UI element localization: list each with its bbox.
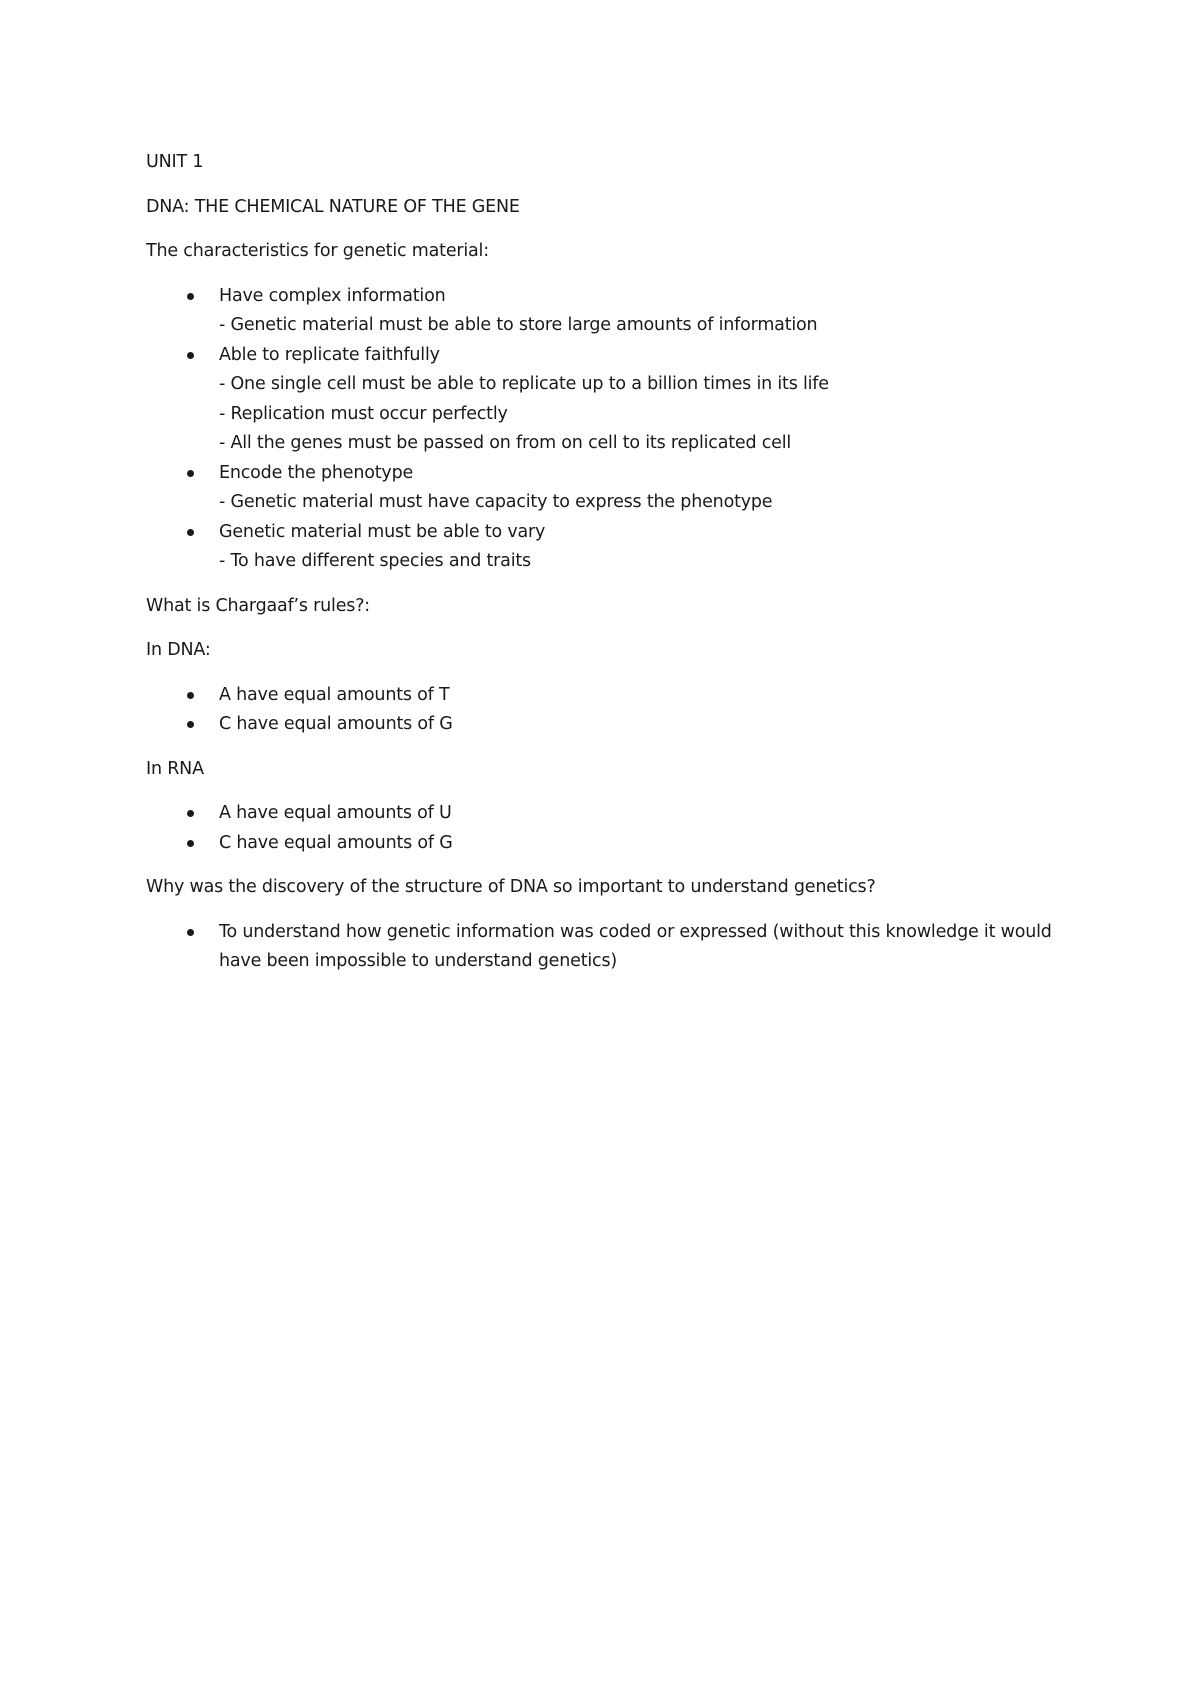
bullet-icon	[187, 293, 194, 300]
list-item-text: C have equal amounts of G	[219, 832, 453, 853]
list-item-text: C have equal amounts of G	[219, 714, 453, 734]
list-item-text: A have equal amounts of T	[219, 684, 450, 705]
bullet-icon	[187, 529, 194, 536]
discovery-question: Why was the discovery of the structure of DNA so important to understand genetics?	[146, 877, 876, 897]
rna-rules-list	[146, 799, 1066, 858]
list-item-detail: - Genetic material must have capacity to express the phenotype	[219, 492, 773, 512]
list-item-detail: - Genetic material must be able to store large amounts of information	[219, 315, 818, 335]
list-item-text: A have equal amounts of U	[219, 803, 452, 823]
document-title: DNA: THE CHEMICAL NATURE OF THE GENE	[146, 196, 520, 217]
list-item-text: To understand how genetic information was coded or expressed (without this knowledge it would have been impossible to understand genetics)	[219, 921, 1052, 971]
list-item	[146, 518, 1066, 577]
list-item	[146, 710, 1066, 740]
dna-heading: In DNA:	[146, 640, 211, 660]
bullet-icon	[187, 840, 194, 847]
list-item-detail: - To have different species and traits	[219, 551, 531, 571]
bullet-icon	[187, 810, 194, 817]
dna-rules-list	[146, 681, 1066, 740]
bullet-icon	[187, 721, 194, 728]
characteristics-list	[146, 282, 1066, 577]
list-item-text: Encode the phenotype	[219, 462, 414, 483]
list-item	[146, 829, 1066, 859]
list-item	[146, 681, 1066, 711]
list-item	[146, 918, 1066, 977]
list-item	[146, 341, 1066, 459]
list-item-text: Able to replicate faithfully	[219, 344, 440, 365]
chargaff-question: What is Chargaaf’s rules?:	[146, 595, 370, 616]
bullet-icon	[187, 352, 194, 359]
unit-heading: UNIT 1	[146, 152, 204, 172]
list-item-text: Have complex information	[219, 285, 446, 306]
document-body	[146, 148, 1066, 992]
discovery-answers-list	[146, 918, 1066, 977]
list-item-detail: - Replication must occur perfectly	[219, 403, 508, 424]
rna-heading: In RNA	[146, 758, 204, 779]
characteristics-intro: The characteristics for genetic material:	[146, 241, 489, 261]
list-item-detail: - All the genes must be passed on from on cell to its replicated cell	[219, 433, 792, 453]
bullet-icon	[187, 929, 194, 936]
list-item	[146, 799, 1066, 829]
list-item-text: Genetic material must be able to vary	[219, 521, 546, 542]
bullet-icon	[187, 692, 194, 699]
list-item	[146, 282, 1066, 341]
list-item-detail: - One single cell must be able to replicate up to a billion times in its life	[219, 374, 829, 394]
list-item	[146, 459, 1066, 518]
bullet-icon	[187, 470, 194, 477]
